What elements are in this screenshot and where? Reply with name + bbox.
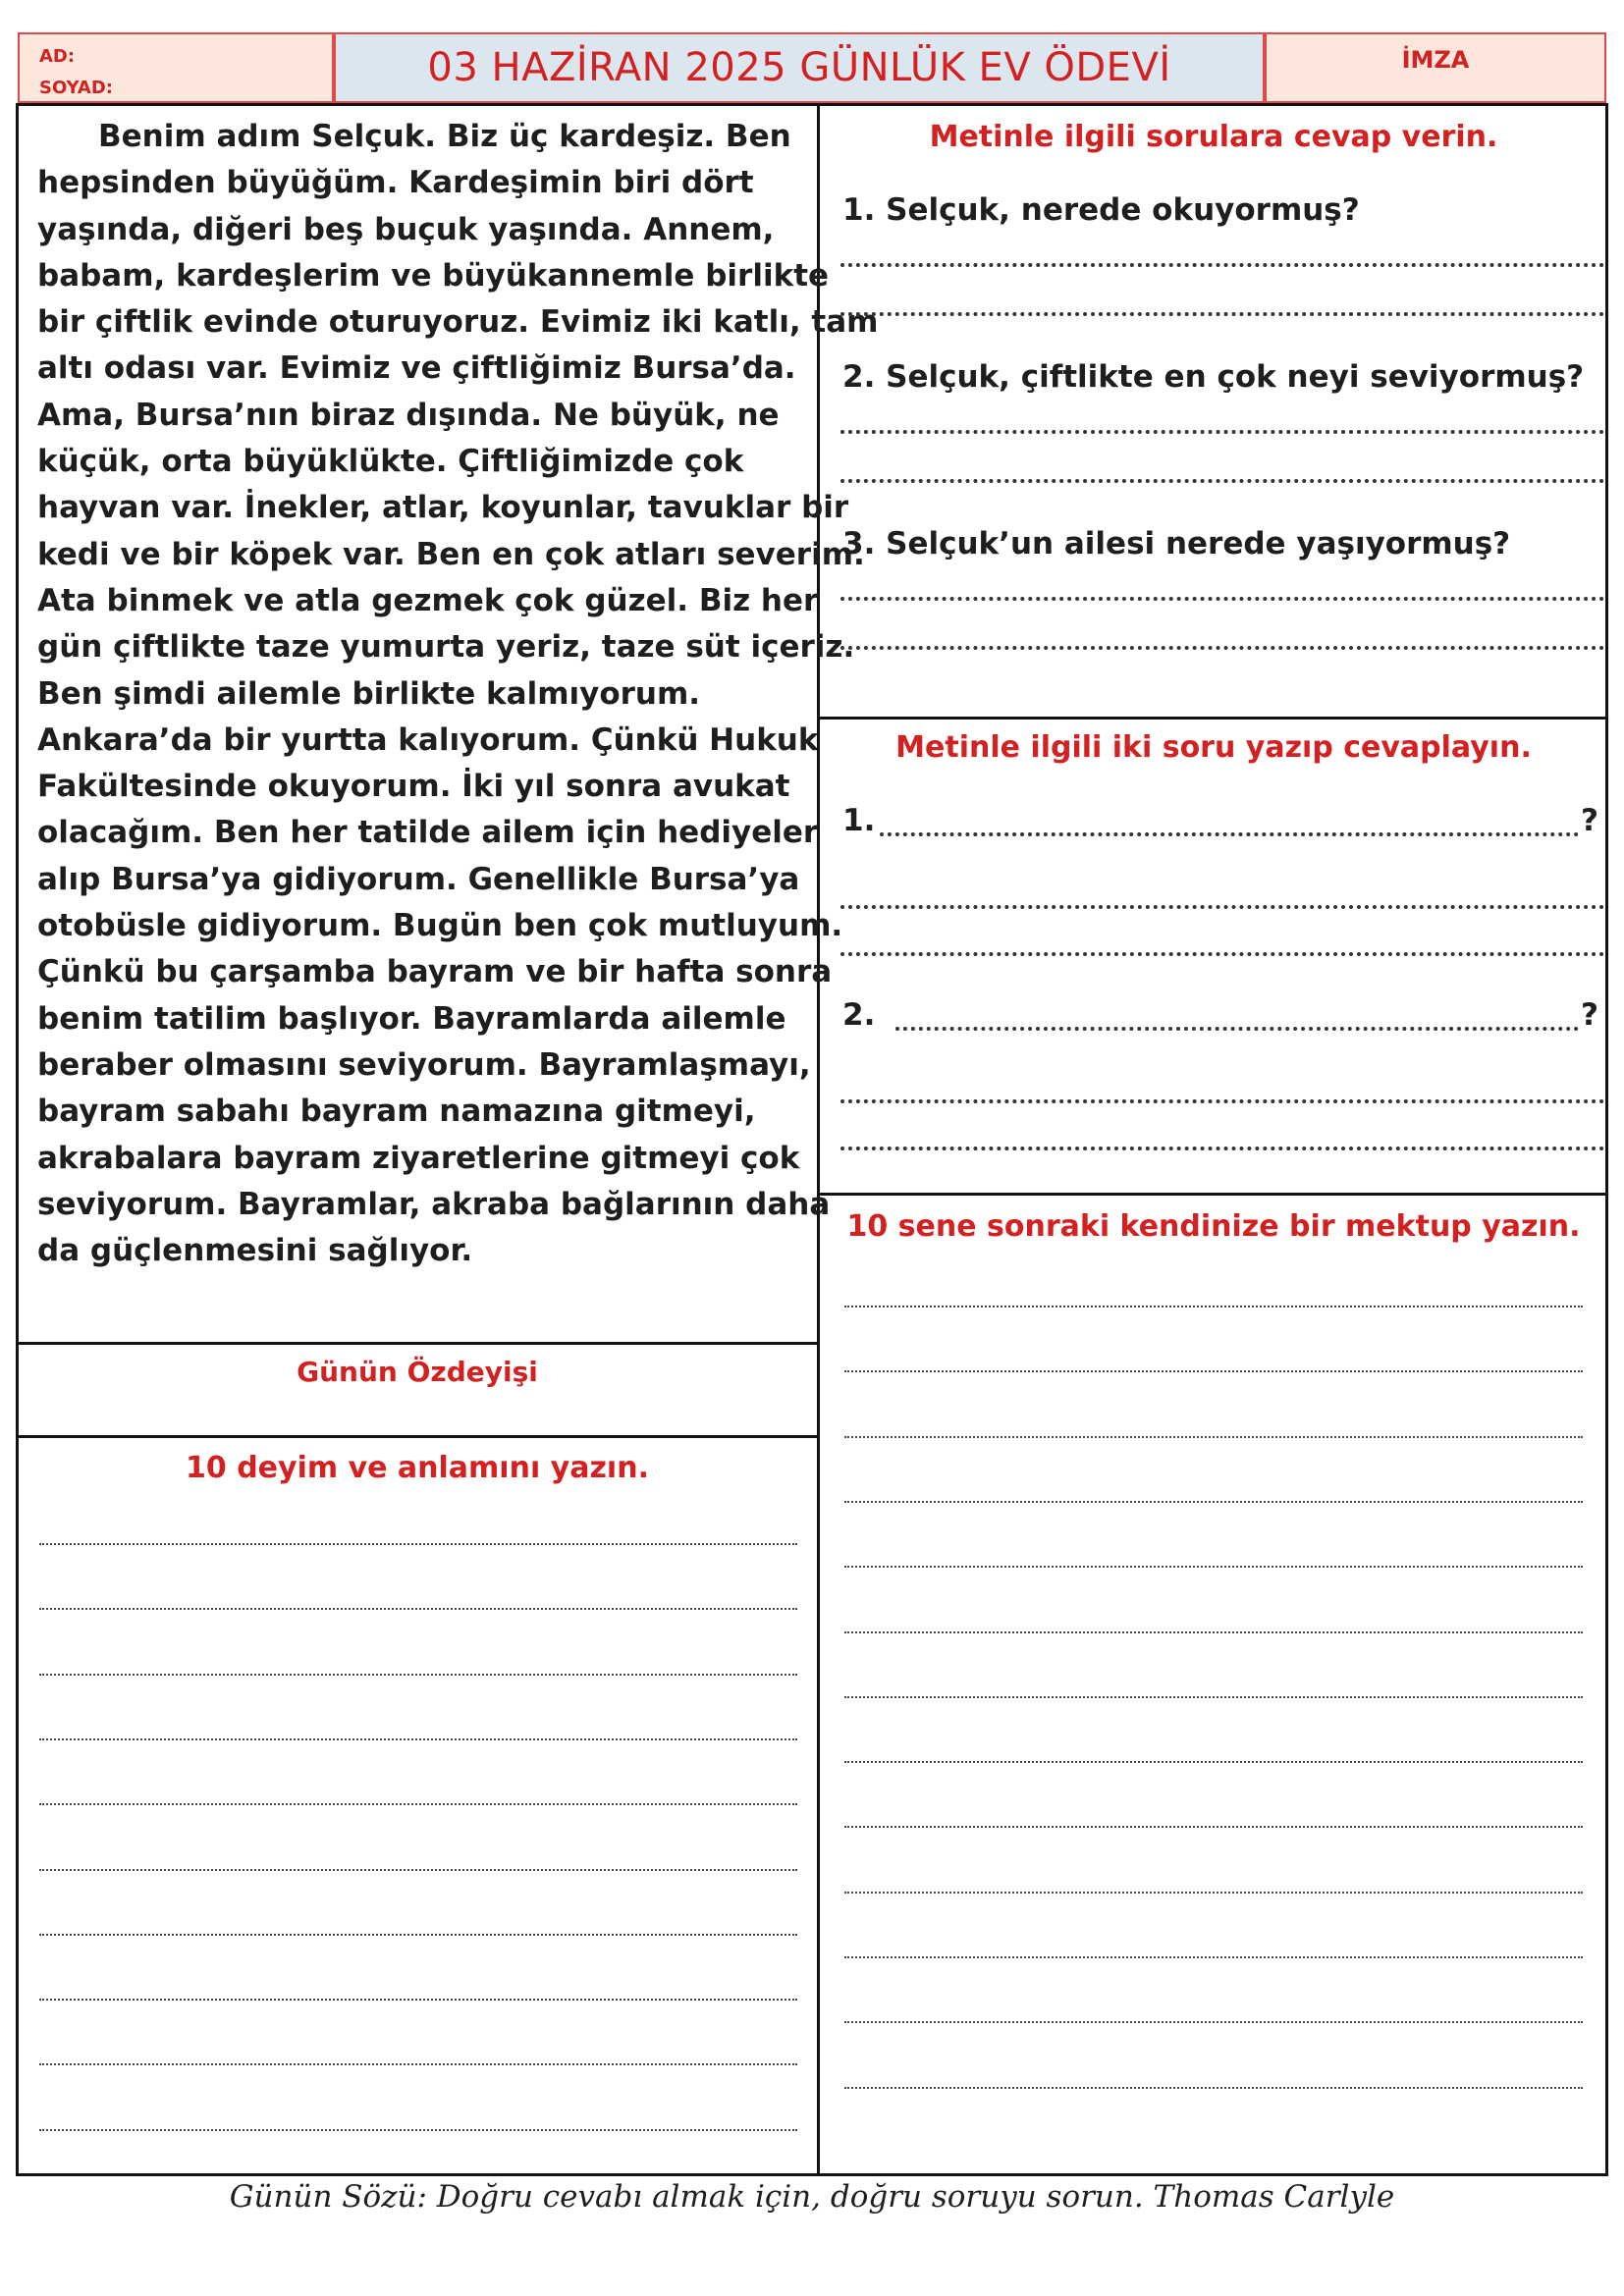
answer-line[interactable] [840, 263, 1604, 267]
story-line: küçük, orta büyüklükte. Çiftliğimizde çok [37, 444, 744, 480]
signature-label: İMZA [1401, 46, 1470, 74]
signature-box[interactable] [1265, 32, 1606, 103]
title-banner [334, 32, 1265, 103]
story-line: alıp Bursa’ya gidiyorum. Genellikle Bursa’ya [37, 861, 800, 897]
story-line: seviyorum. Bayramlar, akraba bağlarının daha [37, 1186, 831, 1222]
answer-line[interactable] [840, 597, 1604, 601]
own-question-line[interactable] [895, 1027, 1579, 1031]
writing-line[interactable] [844, 1956, 1583, 1958]
answer-line[interactable] [840, 952, 1604, 956]
writing-line[interactable] [844, 1696, 1583, 1698]
surname-label: SOYAD: [39, 78, 114, 98]
writing-line[interactable] [844, 1826, 1583, 1828]
writing-line[interactable] [844, 1566, 1583, 1568]
writing-line[interactable] [844, 1306, 1583, 1308]
writing-line[interactable] [844, 1370, 1583, 1372]
writing-line[interactable] [844, 2021, 1583, 2023]
question-2: 2. Selçuk, çiftlikte en çok neyi seviyormuş? [842, 359, 1585, 395]
writing-line[interactable] [39, 1934, 797, 1936]
answer-line[interactable] [840, 312, 1604, 316]
writing-line[interactable] [39, 1869, 797, 1871]
story-line: Benim adım Selçuk. Biz üç kardeşiz. Ben [98, 119, 791, 154]
story-line: da güçlenmesini sağlıyor. [37, 1233, 473, 1269]
story-line: Ata binmek ve atla gezmek çok güzel. Biz her [37, 582, 819, 618]
name-label: AD: [39, 46, 76, 67]
story-line: bayram sabahı bayram namazına gitmeyi, [37, 1094, 756, 1130]
writing-line[interactable] [39, 1803, 797, 1805]
story-line: hayvan var. İnekler, atlar, koyunlar, tavuklar bir [37, 490, 849, 526]
own-questions-title: Metinle ilgili iki soru yazıp cevaplayın. [895, 730, 1532, 765]
story-line: bir çiftlik evinde oturuyoruz. Evimiz iki katlı, tam [37, 304, 879, 341]
story-line: Çünkü bu çarşamba bayram ve bir hafta sonra [37, 954, 833, 990]
footer-quote: Günün Sözü: Doğru cevabı almak için, doğru soruyu sorun. Thomas Carlyle [229, 2179, 1395, 2215]
story-line: hepsinden büyüğüm. Kardeşimin biri dört [37, 165, 754, 201]
story-line: beraber olmasını seviyorum. Bayramlaşmayı, [37, 1046, 811, 1083]
story-line: olacağım. Ben her tatilde ailem için hediyeler [37, 815, 819, 851]
answer-line[interactable] [840, 646, 1604, 650]
story-line: yaşında, diğeri beş buçuk yaşında. Annem, [37, 211, 775, 247]
question-1: 1. Selçuk, nerede okuyormuş? [842, 192, 1360, 228]
question-3: 3. Selçuk’un ailesi nerede yaşıyormuş? [842, 526, 1511, 561]
page-title: 03 HAZİRAN 2025 GÜNLÜK EV ÖDEVİ [427, 45, 1171, 90]
story-line: otobüsle gidiyorum. Bugün ben çok mutluyum. [37, 908, 843, 944]
quote-of-day-title: Günün Özdeyişi [297, 1356, 538, 1388]
idioms-title: 10 deyim ve anlamını yazın. [186, 1451, 649, 1485]
divider-questions-bottom [817, 717, 1608, 720]
answer-line[interactable] [840, 430, 1604, 434]
own-question-line[interactable] [880, 832, 1579, 836]
writing-line[interactable] [39, 2129, 797, 2131]
story-line: babam, kardeşlerim ve büyükannemle birlikte [37, 257, 830, 294]
answer-line[interactable] [840, 1147, 1604, 1150]
own-question-2-number: 2. [842, 997, 876, 1033]
story-line: Ankara’da bir yurtta kalıyorum. Çünkü Hukuk [37, 721, 819, 758]
story-line: akrabalara bayram ziyaretlerine gitmeyi çok [37, 1140, 800, 1176]
writing-line[interactable] [39, 2063, 797, 2065]
story-line: Ama, Bursa’nın biraz dışında. Ne büyük, ne [37, 397, 780, 433]
writing-line[interactable] [844, 1436, 1583, 1438]
divider-story-bottom [16, 1342, 819, 1345]
story-line: Ben şimdi ailemle birlikte kalmıyorum. [37, 675, 701, 712]
writing-line[interactable] [844, 1501, 1583, 1503]
writing-line[interactable] [39, 1543, 797, 1545]
divider-quote-bottom [16, 1435, 819, 1438]
writing-line[interactable] [844, 1892, 1583, 1894]
story-line: kedi ve bir köpek var. Ben en çok atları severim. [37, 536, 865, 572]
story-line: Fakültesinde okuyorum. İki yıl sonra avukat [37, 769, 790, 805]
answer-line[interactable] [840, 905, 1604, 909]
writing-line[interactable] [844, 1761, 1583, 1763]
answer-line[interactable] [840, 1099, 1604, 1103]
writing-line[interactable] [844, 1631, 1583, 1633]
writing-line[interactable] [39, 1999, 797, 2001]
story-line: benim tatilim başlıyor. Bayramlarda ailemle [37, 1000, 786, 1037]
story-line: gün çiftlikte taze yumurta yeriz, taze süt içeriz. [37, 629, 855, 666]
answer-line[interactable] [840, 479, 1604, 483]
questions-title: Metinle ilgili sorulara cevap verin. [929, 120, 1498, 154]
reading-text [37, 114, 879, 1274]
writing-line[interactable] [39, 1674, 797, 1676]
letter-title: 10 sene sonraki kendinize bir mektup yazın. [846, 1209, 1581, 1244]
divider-own-questions-bottom [817, 1193, 1608, 1196]
writing-line[interactable] [844, 2087, 1583, 2089]
question-mark: ? [1581, 997, 1598, 1033]
story-line: altı odası var. Evimiz ve çiftliğimiz Bursa’da. [37, 350, 796, 387]
writing-line[interactable] [39, 1608, 797, 1610]
writing-line[interactable] [39, 1738, 797, 1740]
own-question-1-number: 1. [842, 803, 876, 838]
name-surname-box[interactable] [18, 32, 334, 103]
question-mark: ? [1581, 803, 1598, 838]
